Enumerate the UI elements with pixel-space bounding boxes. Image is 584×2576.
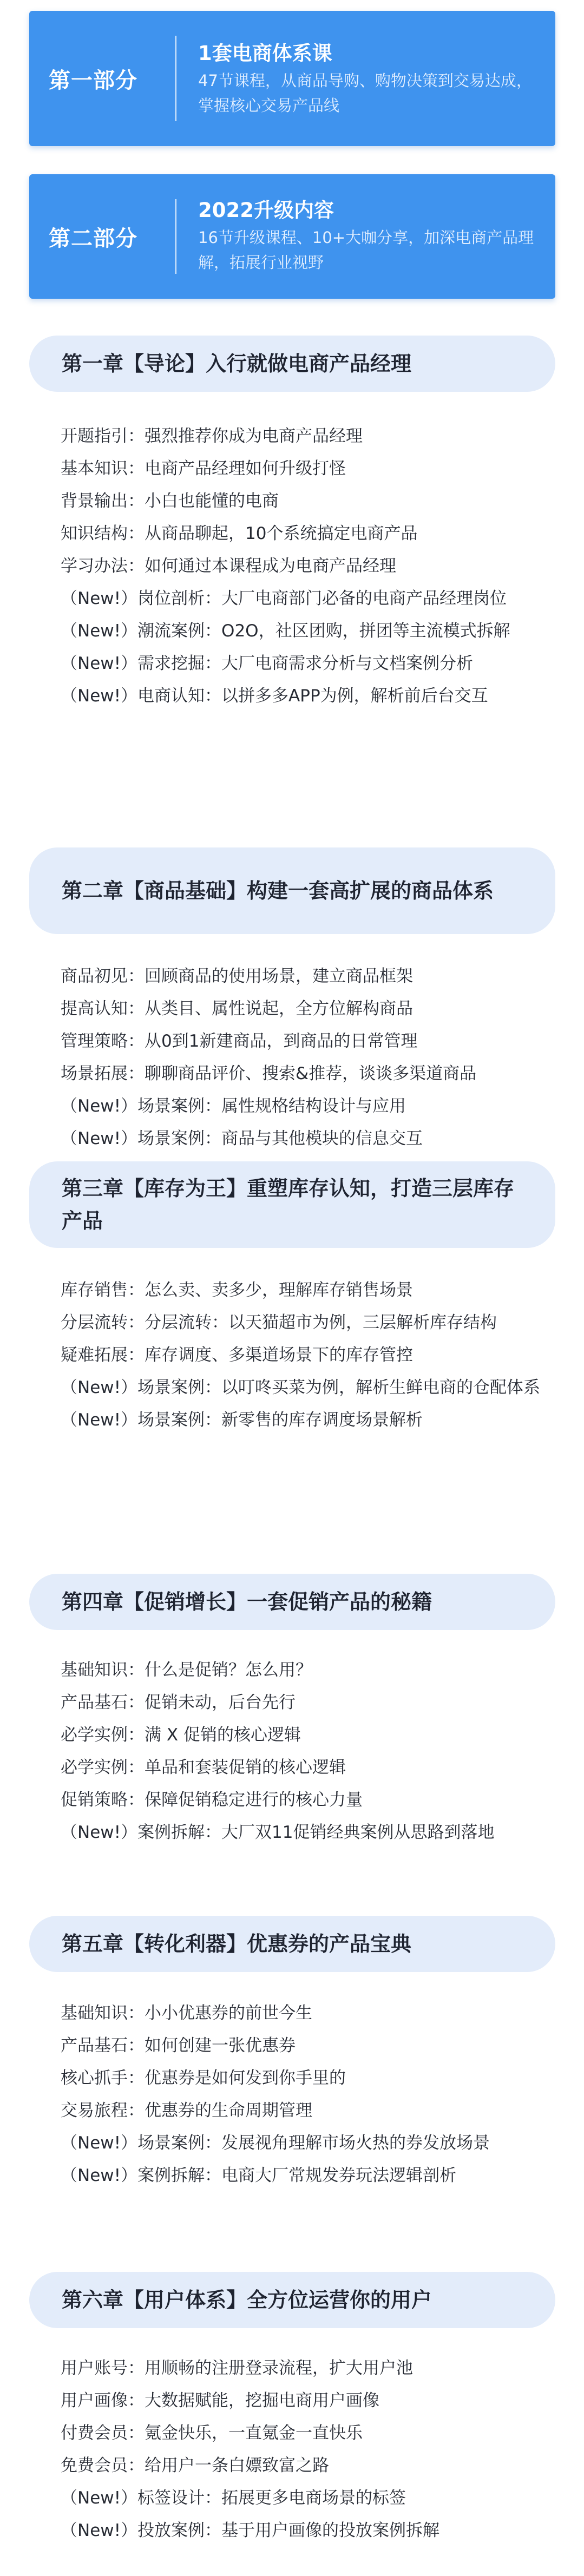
chapter-item: 核心抓手：优惠券是如何发到你手里的: [61, 2068, 346, 2088]
chapter-item: 付费会员：氪金快乐，一直氪金一直快乐: [61, 2423, 363, 2443]
part-description: 47节课程，从商品导购、购物决策到交易达成，掌握核心交易产品线: [198, 71, 532, 115]
chapter-item: 背景输出：小白也能懂的电商: [61, 491, 279, 511]
chapter-item: 必学实例：满 X 促销的核心逻辑: [61, 1725, 301, 1745]
chapter-item: 开题指引：强烈推荐你成为电商产品经理: [61, 426, 363, 446]
chapter-item: （New!）场景案例：发展视角理解市场火热的券发放场景: [61, 2133, 490, 2153]
chapter-item: （New!）岗位剖析：大厂电商部门必备的电商产品经理岗位: [61, 589, 507, 608]
chapter-item: （New!）场景案例：新零售的库存调度场景解析: [61, 1410, 423, 1430]
chapter-item: 提高认知：从类目、属性说起，全方位解构商品: [61, 999, 413, 1018]
chapter-item: 知识结构：从商品聊起，10个系统搞定电商产品: [61, 524, 418, 543]
chapter-item-list: [61, 420, 557, 712]
chapter-item-list: [61, 960, 557, 1155]
chapter-item: （New!）案例拆解：大厂双11促销经典案例从思路到落地: [61, 1823, 495, 1842]
part-card-1: [29, 11, 555, 146]
chapter-item: （New!）场景案例：以叮咚买菜为例，解析生鲜电商的仓配体系: [61, 1378, 541, 1397]
chapter-item: （New!）需求挖掘：大厂电商需求分析与文档案例分析: [61, 654, 474, 673]
chapter-heading: [29, 1574, 555, 1630]
chapter-item-list: [61, 1274, 557, 1436]
chapter-heading: [29, 847, 555, 934]
part-divider: [175, 36, 176, 121]
part-card-2: [29, 174, 555, 299]
chapter-heading: [29, 336, 555, 392]
chapter-item: 场景拓展：聊聊商品评价、搜索&推荐，谈谈多渠道商品: [61, 1064, 477, 1083]
chapter-heading: [29, 1161, 555, 1248]
chapter-item: 学习办法：如何通过本课程成为电商产品经理: [61, 556, 396, 576]
chapter-heading: [29, 1916, 555, 1972]
chapter-item: 基本知识：电商产品经理如何升级打怪: [61, 459, 346, 478]
chapter-title: 第六章【用户体系】全方位运营你的用户: [62, 2288, 432, 2312]
chapter-item: 免费会员：给用户一条白嫖致富之路: [61, 2456, 329, 2475]
chapter-item: 促销策略：保障促销稳定进行的核心力量: [61, 1790, 363, 1810]
chapter-item: （New!）标签设计：拓展更多电商场景的标签: [61, 2488, 406, 2508]
part-title: 2022升级内容: [198, 199, 334, 222]
part-label: 第二部分: [49, 226, 137, 251]
chapter-item: 必学实例：单品和套装促销的核心逻辑: [61, 1758, 346, 1777]
chapter-title: 第五章【转化利器】优惠券的产品宝典: [62, 1932, 412, 1956]
chapter-item: 库存销售：怎么卖、卖多少，理解库存销售场景: [61, 1280, 413, 1300]
chapter-item: 管理策略：从0到1新建商品，到商品的日常管理: [61, 1031, 418, 1051]
chapter-item-list: [61, 1997, 557, 2192]
chapter-item: 分层流转：分层流转：以天猫超市为例，三层解析库存结构: [61, 1313, 497, 1332]
chapter-item: 基础知识：小小优惠券的前世今生: [61, 2003, 312, 2023]
chapter-title: 第二章【商品基础】构建一套高扩展的商品体系: [62, 879, 494, 903]
chapter-item: 基础知识：什么是促销？怎么用？: [61, 1660, 312, 1680]
chapter-item: （New!）场景案例：属性规格结构设计与应用: [61, 1096, 406, 1116]
chapter-item: （New!）电商认知：以拼多多APP为例，解析前后台交互: [61, 686, 488, 706]
chapter-item: 交易旅程：优惠券的生命周期管理: [61, 2101, 312, 2120]
chapter-item: 用户画像：大数据赋能，挖掘电商用户画像: [61, 2391, 379, 2410]
chapter-title: 第一章【导论】入行就做电商产品经理: [62, 352, 412, 376]
chapter-item-list: [61, 1654, 557, 1849]
chapter-item: 产品基石：促销未动，后台先行: [61, 1693, 296, 1712]
chapter-item-list: [61, 2352, 557, 2547]
chapter-item: 疑难拓展：库存调度、多渠道场景下的库存管控: [61, 1345, 413, 1365]
chapter-item: （New!）投放案例：基于用户画像的投放案例拆解: [61, 2521, 440, 2540]
chapter-item: 产品基石：如何创建一张优惠券: [61, 2036, 296, 2055]
part-divider: [175, 199, 176, 274]
chapter-item: （New!）场景案例：商品与其他模块的信息交互: [61, 1129, 423, 1148]
chapter-item: 商品初见：回顾商品的使用场景，建立商品框架: [61, 967, 413, 986]
part-description: 16节升级课程、10+大咖分享，加深电商产品理解，拓展行业视野: [198, 228, 534, 272]
chapter-heading: [29, 2272, 555, 2328]
part-label: 第一部分: [49, 68, 137, 93]
chapter-item: （New!）潮流案例：O2O，社区团购，拼团等主流模式拆解: [61, 621, 510, 641]
part-title: 1套电商体系课: [198, 42, 332, 65]
chapter-title: 第四章【促销增长】一套促销产品的秘籍: [62, 1590, 432, 1614]
chapter-item: （New!）案例拆解：电商大厂常规发券玩法逻辑剖析: [61, 2166, 457, 2185]
chapter-item: 用户账号：用顺畅的注册登录流程，扩大用户池: [61, 2358, 413, 2378]
chapter-title: 第三章【库存为王】重塑库存认知，打造三层库存产品: [62, 1177, 515, 1233]
